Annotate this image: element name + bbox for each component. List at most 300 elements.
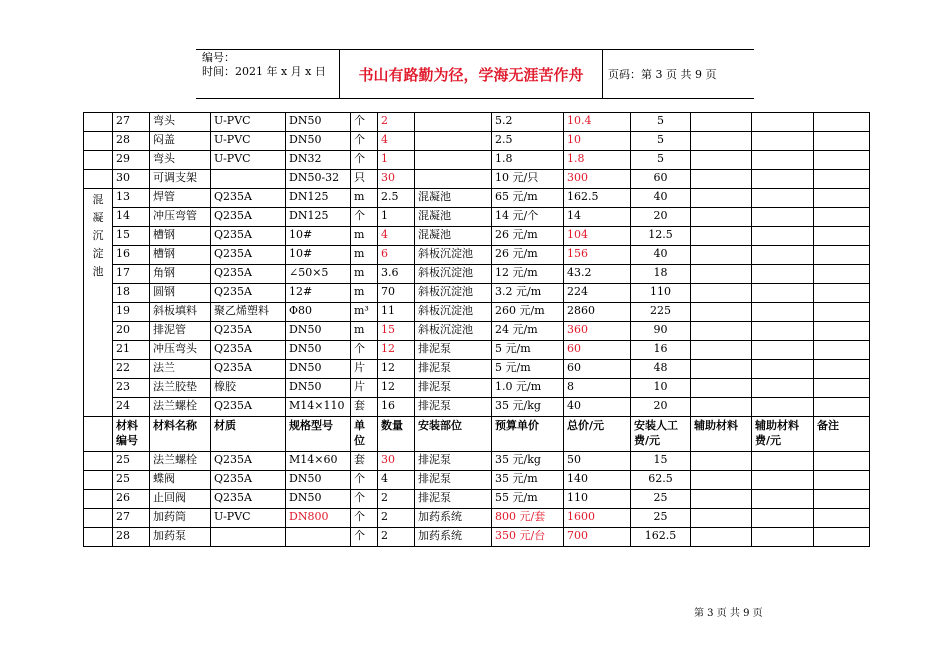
material-type: Q235A	[211, 490, 286, 509]
material-type	[211, 170, 286, 189]
unit: m	[351, 322, 378, 341]
time-label: 时间：2021 年 x 月 x 日	[202, 65, 326, 78]
install-location: 排泥泵	[415, 379, 492, 398]
material-name: 止回阀	[150, 490, 211, 509]
aux-material	[691, 322, 752, 341]
column-header: 安装人工费/元	[631, 417, 691, 452]
spec: DN50	[286, 132, 351, 151]
material-name: 角钢	[150, 265, 211, 284]
unit: 片	[351, 360, 378, 379]
unit: 套	[351, 452, 378, 471]
material-name: 排泥管	[150, 322, 211, 341]
total-price: 700	[564, 528, 631, 547]
quantity: 4	[378, 227, 415, 246]
section-label: 混 凝 沉 淀 池	[84, 189, 113, 417]
unit-price: 35 元/m	[492, 471, 564, 490]
item-number: 16	[113, 246, 150, 265]
quantity: 1	[378, 151, 415, 170]
note	[814, 360, 870, 379]
material-name: 可调支架	[150, 170, 211, 189]
header-motto: 书山有路勤为径，学海无涯苦作舟	[340, 50, 603, 98]
unit: 套	[351, 398, 378, 417]
spec: DN50	[286, 360, 351, 379]
aux-fee	[752, 528, 814, 547]
column-header: 安装部位	[415, 417, 492, 452]
note	[814, 132, 870, 151]
column-header: 辅助材料费/元	[752, 417, 814, 452]
item-number: 27	[113, 113, 150, 132]
total-price: 40	[564, 398, 631, 417]
header-row	[84, 417, 870, 452]
labor-fee: 18	[631, 265, 691, 284]
item-number: 24	[113, 398, 150, 417]
unit-price: 2.5	[492, 132, 564, 151]
note	[814, 379, 870, 398]
install-location: 斜板沉淀池	[415, 322, 492, 341]
install-location: 加药系统	[415, 528, 492, 547]
table-row	[84, 509, 870, 528]
install-location: 斜板沉淀池	[415, 246, 492, 265]
quantity: 12	[378, 360, 415, 379]
page-footer: 第 3 页 共 9 页	[694, 608, 763, 619]
spec: DN32	[286, 151, 351, 170]
aux-material	[691, 113, 752, 132]
labor-fee: 15	[631, 452, 691, 471]
aux-fee	[752, 379, 814, 398]
note	[814, 170, 870, 189]
blank-section	[84, 452, 113, 471]
aux-fee	[752, 360, 814, 379]
column-header: 材料编号	[113, 417, 150, 452]
column-header: 备注	[814, 417, 870, 452]
unit-price: 65 元/m	[492, 189, 564, 208]
quantity: 1	[378, 208, 415, 227]
unit: 个	[351, 341, 378, 360]
total-price: 14	[564, 208, 631, 227]
material-name: 槽钢	[150, 227, 211, 246]
install-location: 混凝池	[415, 189, 492, 208]
note	[814, 528, 870, 547]
install-location: 排泥泵	[415, 452, 492, 471]
table-row	[84, 379, 870, 398]
unit: 个	[351, 528, 378, 547]
install-location	[415, 113, 492, 132]
unit: m	[351, 189, 378, 208]
table-row	[84, 208, 870, 227]
spec: DN50	[286, 471, 351, 490]
material-name: 冲压弯头	[150, 341, 211, 360]
aux-material	[691, 509, 752, 528]
item-number: 25	[113, 452, 150, 471]
aux-material	[691, 170, 752, 189]
install-location: 加药系统	[415, 509, 492, 528]
item-number: 27	[113, 509, 150, 528]
quantity: 15	[378, 322, 415, 341]
total-price: 360	[564, 322, 631, 341]
total-price: 8	[564, 379, 631, 398]
install-location: 斜板沉淀池	[415, 265, 492, 284]
labor-fee: 20	[631, 208, 691, 227]
quantity: 30	[378, 452, 415, 471]
aux-fee	[752, 151, 814, 170]
table-row	[84, 452, 870, 471]
material-type: Q235A	[211, 189, 286, 208]
aux-material	[691, 265, 752, 284]
item-number: 14	[113, 208, 150, 227]
quantity: 16	[378, 398, 415, 417]
install-location: 排泥泵	[415, 341, 492, 360]
note	[814, 113, 870, 132]
table-row	[84, 398, 870, 417]
material-name: 焊管	[150, 189, 211, 208]
table-row	[84, 113, 870, 132]
material-type: U-PVC	[211, 132, 286, 151]
unit: 个	[351, 509, 378, 528]
item-number: 20	[113, 322, 150, 341]
item-number: 13	[113, 189, 150, 208]
unit: m	[351, 265, 378, 284]
material-type: Q235A	[211, 398, 286, 417]
item-number: 18	[113, 284, 150, 303]
labor-fee: 5	[631, 132, 691, 151]
aux-fee	[752, 208, 814, 227]
column-header: 材质	[211, 417, 286, 452]
aux-fee	[752, 471, 814, 490]
spec: DN800	[286, 509, 351, 528]
quantity: 11	[378, 303, 415, 322]
unit-price: 1.8	[492, 151, 564, 170]
aux-material	[691, 341, 752, 360]
material-name: 斜板填料	[150, 303, 211, 322]
material-type: Q235A	[211, 246, 286, 265]
quantity: 12	[378, 341, 415, 360]
unit: 个	[351, 151, 378, 170]
spec: 12#	[286, 284, 351, 303]
note	[814, 208, 870, 227]
material-type: Q235A	[211, 452, 286, 471]
material-name: 冲压弯管	[150, 208, 211, 227]
spec: DN50	[286, 379, 351, 398]
item-number: 26	[113, 490, 150, 509]
unit-price: 1.0 元/m	[492, 379, 564, 398]
spec: DN50	[286, 322, 351, 341]
item-number: 25	[113, 471, 150, 490]
table-row	[84, 265, 870, 284]
aux-fee	[752, 341, 814, 360]
aux-material	[691, 471, 752, 490]
blank-section	[84, 490, 113, 509]
labor-fee: 225	[631, 303, 691, 322]
aux-fee	[752, 227, 814, 246]
item-number: 19	[113, 303, 150, 322]
note	[814, 398, 870, 417]
install-location: 排泥泵	[415, 360, 492, 379]
item-number: 29	[113, 151, 150, 170]
unit: 个	[351, 208, 378, 227]
note	[814, 284, 870, 303]
aux-material	[691, 246, 752, 265]
spec: DN50	[286, 341, 351, 360]
material-name: 圆钢	[150, 284, 211, 303]
unit-price: 14 元/个	[492, 208, 564, 227]
spec: DN125	[286, 208, 351, 227]
item-number: 22	[113, 360, 150, 379]
total-price: 300	[564, 170, 631, 189]
aux-material	[691, 360, 752, 379]
aux-fee	[752, 398, 814, 417]
blank-section	[84, 471, 113, 490]
spec: DN125	[286, 189, 351, 208]
total-price: 140	[564, 471, 631, 490]
spec: Φ80	[286, 303, 351, 322]
quantity: 2.5	[378, 189, 415, 208]
spec: ∠50×5	[286, 265, 351, 284]
item-number: 30	[113, 170, 150, 189]
aux-material	[691, 528, 752, 547]
aux-fee	[752, 189, 814, 208]
quantity: 4	[378, 132, 415, 151]
aux-fee	[752, 132, 814, 151]
material-name: 闷盖	[150, 132, 211, 151]
item-number: 28	[113, 132, 150, 151]
material-type: Q235A	[211, 360, 286, 379]
install-location	[415, 170, 492, 189]
column-header: 数量	[378, 417, 415, 452]
item-number: 21	[113, 341, 150, 360]
unit: 片	[351, 379, 378, 398]
aux-fee	[752, 303, 814, 322]
total-price: 60	[564, 341, 631, 360]
table-row	[84, 303, 870, 322]
note	[814, 322, 870, 341]
total-price: 104	[564, 227, 631, 246]
labor-fee: 40	[631, 189, 691, 208]
note	[814, 265, 870, 284]
note	[814, 509, 870, 528]
table-row	[84, 284, 870, 303]
note	[814, 471, 870, 490]
unit-price: 26 元/m	[492, 246, 564, 265]
note	[814, 151, 870, 170]
aux-fee	[752, 509, 814, 528]
note	[814, 303, 870, 322]
labor-fee: 110	[631, 284, 691, 303]
note	[814, 341, 870, 360]
blank-section	[84, 151, 113, 170]
blank-section	[84, 113, 113, 132]
unit: m	[351, 227, 378, 246]
item-number: 17	[113, 265, 150, 284]
unit-price: 26 元/m	[492, 227, 564, 246]
column-header: 辅助材料	[691, 417, 752, 452]
total-price: 10.4	[564, 113, 631, 132]
labor-fee: 48	[631, 360, 691, 379]
table-row	[84, 341, 870, 360]
table-row	[84, 246, 870, 265]
material-type: U-PVC	[211, 113, 286, 132]
aux-fee	[752, 113, 814, 132]
total-price: 1600	[564, 509, 631, 528]
spec	[286, 528, 351, 547]
page-label: 页码：第 3 页 共 9 页	[608, 68, 717, 81]
spec: DN50	[286, 490, 351, 509]
labor-fee: 25	[631, 509, 691, 528]
aux-material	[691, 398, 752, 417]
material-type: Q235A	[211, 227, 286, 246]
unit-price: 12 元/m	[492, 265, 564, 284]
blank-section	[84, 170, 113, 189]
unit: 个	[351, 471, 378, 490]
material-name: 法兰胶垫	[150, 379, 211, 398]
item-number: 23	[113, 379, 150, 398]
spec: 10#	[286, 227, 351, 246]
aux-fee	[752, 322, 814, 341]
table-row	[84, 189, 870, 208]
unit-price: 3.2 元/m	[492, 284, 564, 303]
note	[814, 452, 870, 471]
material-name: 法兰	[150, 360, 211, 379]
unit-price: 260 元/m	[492, 303, 564, 322]
install-location: 斜板沉淀池	[415, 303, 492, 322]
column-header: 材料名称	[150, 417, 211, 452]
unit-price: 5.2	[492, 113, 564, 132]
labor-fee: 20	[631, 398, 691, 417]
material-type: 橡胶	[211, 379, 286, 398]
aux-material	[691, 208, 752, 227]
material-name: 弯头	[150, 151, 211, 170]
page-header	[196, 49, 754, 99]
aux-material	[691, 227, 752, 246]
total-price: 1.8	[564, 151, 631, 170]
install-location: 排泥泵	[415, 490, 492, 509]
column-header: 总价/元	[564, 417, 631, 452]
unit: 个	[351, 490, 378, 509]
spec: DN50	[286, 113, 351, 132]
unit-price: 35 元/kg	[492, 398, 564, 417]
unit: m³	[351, 303, 378, 322]
aux-material	[691, 379, 752, 398]
labor-fee: 5	[631, 113, 691, 132]
labor-fee: 40	[631, 246, 691, 265]
material-name: 法兰螺栓	[150, 452, 211, 471]
labor-fee: 5	[631, 151, 691, 170]
column-header: 预算单价	[492, 417, 564, 452]
unit: 个	[351, 113, 378, 132]
labor-fee: 62.5	[631, 471, 691, 490]
total-price: 43.2	[564, 265, 631, 284]
header-meta	[196, 50, 340, 98]
note	[814, 490, 870, 509]
material-type: U-PVC	[211, 151, 286, 170]
install-location	[415, 132, 492, 151]
table-row	[84, 528, 870, 547]
table-row	[84, 227, 870, 246]
labor-fee: 90	[631, 322, 691, 341]
aux-fee	[752, 490, 814, 509]
total-price: 50	[564, 452, 631, 471]
total-price: 2860	[564, 303, 631, 322]
table-row	[84, 170, 870, 189]
aux-fee	[752, 452, 814, 471]
material-type: 聚乙烯塑料	[211, 303, 286, 322]
quantity: 6	[378, 246, 415, 265]
material-type: Q235A	[211, 471, 286, 490]
spec: 10#	[286, 246, 351, 265]
aux-material	[691, 303, 752, 322]
install-location: 排泥泵	[415, 471, 492, 490]
note	[814, 189, 870, 208]
blank-section	[84, 528, 113, 547]
material-name: 加药筒	[150, 509, 211, 528]
table-row	[84, 360, 870, 379]
aux-material	[691, 132, 752, 151]
install-location: 斜板沉淀池	[415, 284, 492, 303]
labor-fee: 16	[631, 341, 691, 360]
install-location: 混凝池	[415, 227, 492, 246]
total-price: 60	[564, 360, 631, 379]
item-number: 15	[113, 227, 150, 246]
material-type: Q235A	[211, 322, 286, 341]
quantity: 2	[378, 528, 415, 547]
quantity: 12	[378, 379, 415, 398]
table-row	[84, 322, 870, 341]
material-type: Q235A	[211, 284, 286, 303]
aux-fee	[752, 170, 814, 189]
aux-fee	[752, 265, 814, 284]
labor-fee: 12.5	[631, 227, 691, 246]
note	[814, 246, 870, 265]
spec: M14×110	[286, 398, 351, 417]
material-name: 法兰螺栓	[150, 398, 211, 417]
unit-price: 800 元/套	[492, 509, 564, 528]
number-label: 编号：	[202, 51, 235, 64]
aux-material	[691, 284, 752, 303]
unit-price: 10 元/只	[492, 170, 564, 189]
material-name: 蝶阀	[150, 471, 211, 490]
total-price: 156	[564, 246, 631, 265]
total-price: 10	[564, 132, 631, 151]
table-row	[84, 132, 870, 151]
spec: M14×60	[286, 452, 351, 471]
aux-fee	[752, 284, 814, 303]
install-location: 混凝池	[415, 208, 492, 227]
aux-material	[691, 452, 752, 471]
column-header: 规格型号	[286, 417, 351, 452]
unit: 个	[351, 132, 378, 151]
aux-material	[691, 151, 752, 170]
quantity: 2	[378, 113, 415, 132]
total-price: 162.5	[564, 189, 631, 208]
labor-fee: 25	[631, 490, 691, 509]
blank-section	[84, 132, 113, 151]
install-location	[415, 151, 492, 170]
unit-price: 24 元/m	[492, 322, 564, 341]
install-location: 排泥泵	[415, 398, 492, 417]
unit-price: 55 元/m	[492, 490, 564, 509]
unit: m	[351, 284, 378, 303]
quantity: 2	[378, 490, 415, 509]
note	[814, 227, 870, 246]
labor-fee: 162.5	[631, 528, 691, 547]
unit: 只	[351, 170, 378, 189]
quantity: 3.6	[378, 265, 415, 284]
table-row	[84, 471, 870, 490]
item-number: 28	[113, 528, 150, 547]
labor-fee: 60	[631, 170, 691, 189]
material-type: Q235A	[211, 208, 286, 227]
table-row	[84, 490, 870, 509]
aux-material	[691, 490, 752, 509]
